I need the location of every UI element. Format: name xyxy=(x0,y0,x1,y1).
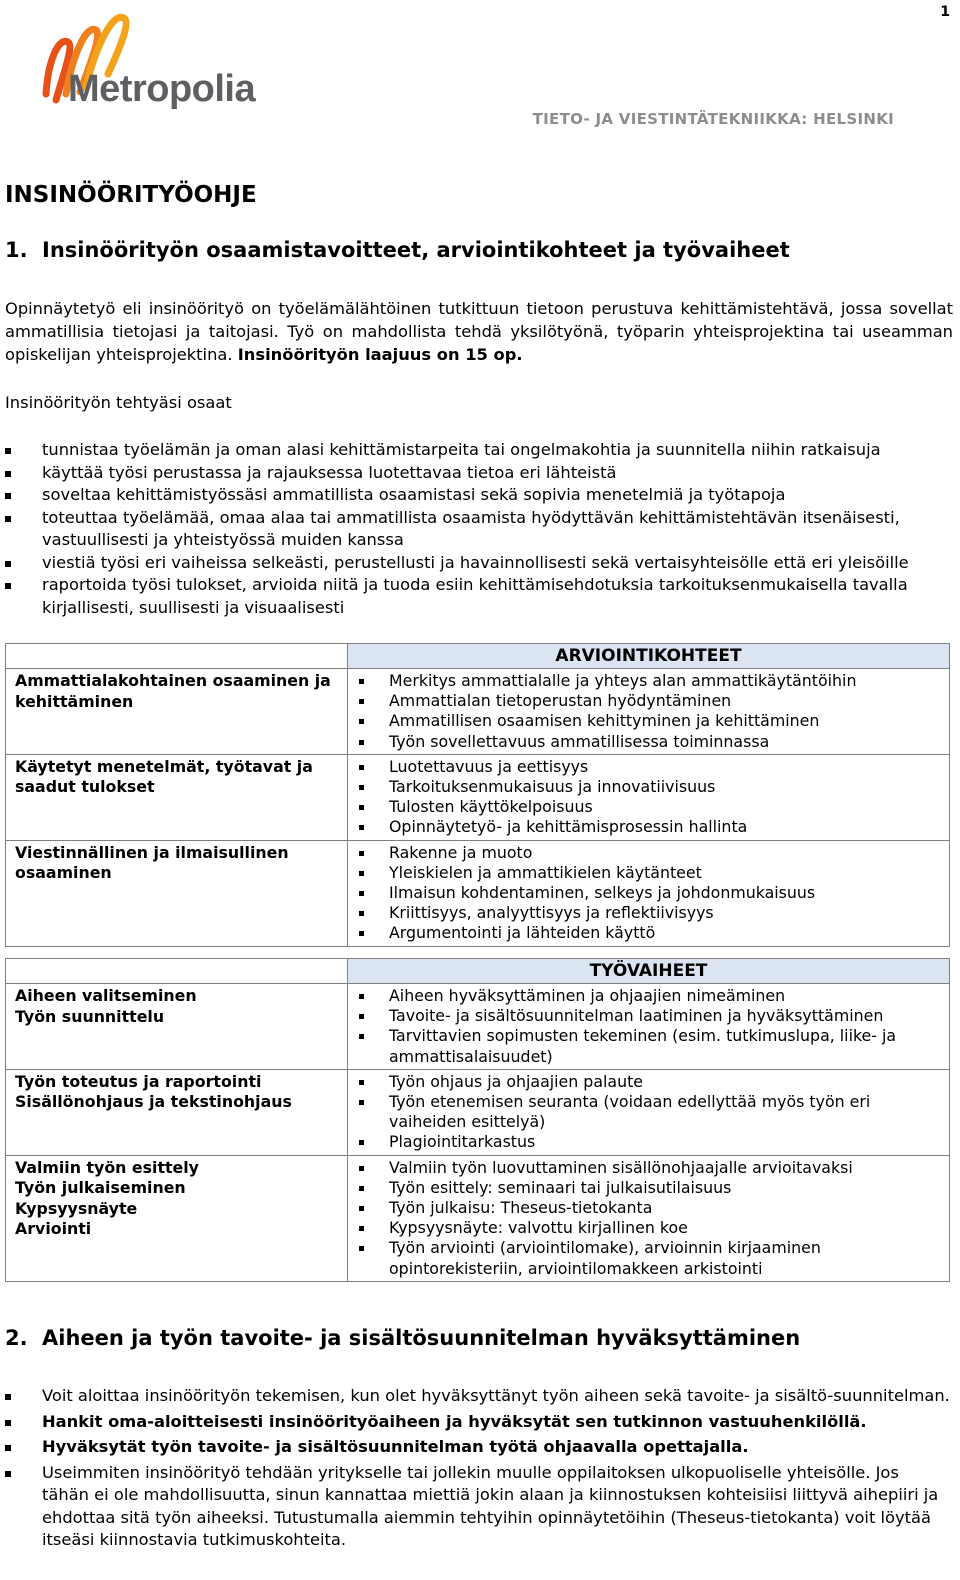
assessment-item xyxy=(348,923,949,943)
section-2-item-text: Voit aloittaa insinöörityön tekemisen, kun olet hyväksyttänyt työn aiheen sekä tavoite- ja sisältö-suunnitelman. xyxy=(42,1386,950,1405)
assessment-item-text: Ammatillisen osaamisen kehittyminen ja kehittäminen xyxy=(389,711,820,731)
work-phase-item xyxy=(348,1238,949,1278)
work-phase-items-list xyxy=(348,1072,949,1153)
assessment-table xyxy=(5,643,950,947)
section-2-item-text: Hyväksytät työn tavoite- ja sisältösuunnitelman työtä ohjaavalla opettajalla. xyxy=(42,1437,749,1456)
assessment-row xyxy=(6,754,950,840)
bullet-square-icon xyxy=(359,1246,364,1251)
assessment-item-text: Merkitys ammattialalle ja yhteys alan ammattikäytäntöihin xyxy=(389,671,857,690)
assessment-items-cell xyxy=(348,669,950,755)
intro-text: Opinnäytetyö eli insinöörityö on työelämälähtöinen tutkittuun tietoon perustuva kehittämistehtävä, jossa sovellat ammatillisia tietojasi ja taitojasi. Työ on mahdollista tehdä yksilötyönä, työparin yhteisprojektina tai useamman opiskelijan yhteisprojektina. xyxy=(5,299,953,364)
assessment-item xyxy=(348,843,949,863)
bullet-square-icon xyxy=(5,1471,11,1477)
work-phase-item xyxy=(348,1026,949,1066)
work-phase-item-text: Aiheen hyväksyttäminen ja ohjaajien nimeäminen xyxy=(389,986,786,1005)
section-2-item-text: Useimmiten insinöörityö tehdään yritykselle tai jollekin muulle oppilaitoksen ulkopuoliselle yhteisölle. Jos tähän ei ole mahdollisuutta, sinun kannattaa miettiä jokin alaan ja kiinnostuksen kohteisiisi liittyvä aihepiiri ja ehdottaa sitä työn aiheeksi. Tutustumalla aiemmin tehtyihin opinnäytetöihin (Theseus-tietokanta) voit löytää itseäsi kiinnostavia tutkimuskohteita. xyxy=(42,1462,939,1549)
bullet-square-icon xyxy=(5,1394,11,1400)
goal-item xyxy=(5,439,950,462)
assessment-items-cell xyxy=(348,754,950,840)
metropolia-logo xyxy=(38,2,256,112)
work-phases-header-blank xyxy=(6,959,348,984)
assessment-item-text: Työn sovellettavuus ammatillisessa toiminnassa xyxy=(389,731,770,751)
assessment-item xyxy=(348,797,949,817)
assessment-item xyxy=(348,883,949,903)
assessment-item xyxy=(348,757,949,777)
assessment-item xyxy=(348,777,949,797)
work-phase-row xyxy=(6,984,950,1070)
work-phase-item-text: Tavoite- ja sisältösuunnitelman laatiminen ja hyväksyttäminen xyxy=(389,1006,884,1026)
assessment-item-text: Tulosten käyttökelpoisuus xyxy=(389,797,593,817)
work-phase-item xyxy=(348,986,949,1006)
work-phase-item-text: Työn arviointi (arviointilomake), arvioinnin kirjaaminen opintorekisteriin, arviointilomakkeen arkistointi xyxy=(389,1238,821,1278)
work-phase-items-cell xyxy=(348,984,950,1070)
assessment-item xyxy=(348,691,949,711)
work-phase-item-text: Tarvittavien sopimusten tekeminen (esim. tutkimuslupa, liike- ja ammattisalaisuudet) xyxy=(389,1026,897,1066)
work-phase-category-line: Sisällönohjaus ja tekstinohjaus xyxy=(15,1092,292,1112)
assessment-category-line: Käytetyt menetelmät, työtavat ja saadut tulokset xyxy=(15,756,313,797)
work-phase-items-cell xyxy=(348,1069,950,1155)
goal-text: soveltaa kehittämistyössäsi ammatillista osaamistasi sekä sopivia menetelmiä ja työtapoja xyxy=(42,485,786,504)
logo-wordmark: Metropolia xyxy=(68,68,256,110)
bullet-square-icon xyxy=(359,871,364,876)
work-phases-table xyxy=(5,958,950,1282)
assessment-category-line: Viestinnällinen ja ilmaisullinen osaaminen xyxy=(15,842,289,883)
section-2-title: Aiheen ja työn tavoite- ja sisältösuunnitelman hyväksyttäminen xyxy=(42,1326,801,1350)
bullet-square-icon xyxy=(359,1186,364,1191)
bullet-square-icon xyxy=(359,785,364,790)
bullet-square-icon xyxy=(5,493,11,499)
assessment-items-list xyxy=(348,671,949,752)
work-phase-items-list xyxy=(348,1158,949,1279)
bullet-square-icon xyxy=(5,448,11,454)
work-phase-category-line: Työn toteutus ja raportointi xyxy=(15,1071,262,1091)
section-2-item-text: Hankit oma-aloitteisesti insinöörityöaiheen ja hyväksytät sen tutkinnon vastuuhenkilöllä. xyxy=(42,1411,867,1431)
assessment-category xyxy=(6,754,348,840)
bullet-square-icon xyxy=(359,1034,364,1039)
goal-text: tunnistaa työelämän ja oman alasi kehittämistarpeita tai ongelmakohtia ja suunnitella niihin ratkaisuja xyxy=(42,440,881,459)
goal-text: käyttää työsi perustassa ja rajauksessa luotettavaa tietoa eri lähteistä xyxy=(42,462,617,482)
page-number: 1 xyxy=(940,4,950,20)
work-phase-item-text: Työn julkaisu: Theseus-tietokanta xyxy=(389,1198,653,1218)
bullet-square-icon xyxy=(359,679,364,684)
goal-text: viestiä työsi eri vaiheissa selkeästi, perustellusti ja havainnollisesti sekä vertaisyhteisölle että eri yleisöille xyxy=(42,552,909,572)
bullet-square-icon xyxy=(359,1226,364,1231)
work-phase-category xyxy=(6,984,348,1070)
assessment-item-text: Rakenne ja muoto xyxy=(389,842,533,862)
bullet-square-icon xyxy=(5,471,11,477)
work-phase-category-line: Työn suunnittelu xyxy=(15,1006,165,1026)
document-title: INSINÖÖRITYÖOHJE xyxy=(5,182,257,208)
section-2-item xyxy=(5,1411,950,1434)
bullet-square-icon xyxy=(359,699,364,704)
work-phase-item xyxy=(348,1178,949,1198)
bullet-square-icon xyxy=(359,825,364,830)
assessment-category xyxy=(6,669,348,755)
work-phase-item xyxy=(348,1198,949,1218)
bullet-square-icon xyxy=(359,1140,364,1145)
work-phase-item-text: Valmiin työn luovuttaminen sisällönohjaajalle arvioitavaksi xyxy=(389,1157,853,1177)
goal-item xyxy=(5,484,950,507)
work-phase-row xyxy=(6,1069,950,1155)
work-phase-row xyxy=(6,1155,950,1281)
section-1-title: Insinöörityön osaamistavoitteet, arviointikohteet ja työvaiheet xyxy=(42,238,790,262)
assessment-item-text: Luotettavuus ja eettisyys xyxy=(389,756,589,776)
work-phase-category xyxy=(6,1069,348,1155)
work-phase-item xyxy=(348,1132,949,1152)
bullet-square-icon xyxy=(359,805,364,810)
bullet-square-icon xyxy=(5,1420,11,1426)
assessment-items-list xyxy=(348,757,949,838)
bullet-square-icon xyxy=(359,911,364,916)
intro-paragraph xyxy=(5,297,953,366)
section-2-heading xyxy=(5,1326,800,1350)
section-2-item xyxy=(5,1436,950,1459)
bullet-square-icon xyxy=(359,1014,364,1019)
goal-text: raportoida työsi tulokset, arvioida niitä ja tuoda esiin kehittämisehdotuksia tarkoituksenmukaisella tavalla kirjallisesti, suullisesti ja visuaalisesti xyxy=(42,575,908,617)
section-2-number: 2. xyxy=(5,1326,28,1350)
bullet-square-icon xyxy=(5,1445,11,1451)
bullet-square-icon xyxy=(359,765,364,770)
assessment-item-text: Tarkoituksenmukaisuus ja innovatiivisuus xyxy=(389,777,716,797)
work-phase-item-text: Plagiointitarkastus xyxy=(389,1132,536,1152)
assessment-item xyxy=(348,863,949,883)
goal-text: toteuttaa työelämää, omaa alaa tai ammatillista osaamista hyödyttävän kehittämistehtävän itsenäisesti, vastuullisesti ja yhteistyössä muiden kanssa xyxy=(42,507,900,549)
goal-item xyxy=(5,552,950,575)
assessment-category xyxy=(6,840,348,946)
work-phase-item xyxy=(348,1218,949,1238)
work-phase-category xyxy=(6,1155,348,1281)
assessment-item-text: Yleiskielen ja ammattikielen käytänteet xyxy=(389,862,702,882)
intro-bold-text: Insinöörityön laajuus on 15 op. xyxy=(237,345,523,364)
goal-item xyxy=(5,507,950,552)
work-phase-item-text: Työn etenemisen seuranta (voidaan edellyttää myös työn eri vaiheiden esittelyä) xyxy=(389,1092,871,1132)
work-phase-item xyxy=(348,1006,949,1026)
bullet-square-icon xyxy=(359,1206,364,1211)
goal-item xyxy=(5,462,950,485)
bullet-square-icon xyxy=(359,740,364,745)
bullet-square-icon xyxy=(359,1100,364,1105)
assessment-row xyxy=(6,840,950,946)
work-phases-header: TYÖVAIHEET xyxy=(348,959,950,984)
assessment-header: ARVIOINTIKOHTEET xyxy=(348,644,950,669)
work-phase-category-line: Aiheen valitseminen xyxy=(15,986,197,1005)
work-phase-category-line: Arviointi xyxy=(15,1219,92,1239)
bullet-square-icon xyxy=(359,931,364,936)
assessment-item-text: Argumentointi ja lähteiden käyttö xyxy=(389,923,656,943)
goals-lead-text: Insinöörityön tehtyäsi osaat xyxy=(5,393,232,412)
assessment-header-blank xyxy=(6,644,348,669)
assessment-item-text: Kriittisyys, analyyttisyys ja reflektiivisyys xyxy=(389,903,714,923)
work-phase-item-text: Työn esittely: seminaari tai julkaisutilaisuus xyxy=(389,1177,732,1197)
assessment-item xyxy=(348,817,949,837)
assessment-item xyxy=(348,732,949,752)
assessment-row xyxy=(6,669,950,755)
bullet-square-icon xyxy=(5,561,11,567)
bullet-square-icon xyxy=(5,583,11,589)
work-phase-item-text: Kypsyysnäyte: valvottu kirjallinen koe xyxy=(389,1218,688,1238)
work-phase-category-line: Työn julkaiseminen xyxy=(15,1178,186,1198)
department-header: TIETO- JA VIESTINTÄTEKNIIKKA: HELSINKI xyxy=(532,110,894,128)
bullet-square-icon xyxy=(359,1166,364,1171)
work-phase-category-line: Valmiin työn esittely xyxy=(15,1157,199,1177)
assessment-item-text: Ammattialan tietoperustan hyödyntäminen xyxy=(389,691,732,711)
bullet-square-icon xyxy=(359,719,364,724)
work-phase-items-cell xyxy=(348,1155,950,1281)
goal-item xyxy=(5,574,950,619)
assessment-item xyxy=(348,711,949,731)
work-phase-item xyxy=(348,1158,949,1178)
assessment-item xyxy=(348,903,949,923)
section-2-list xyxy=(5,1385,950,1555)
bullet-square-icon xyxy=(5,516,11,522)
bullet-square-icon xyxy=(359,1080,364,1085)
work-phase-items-list xyxy=(348,986,949,1067)
work-phase-category-line: Kypsyysnäyte xyxy=(15,1198,138,1218)
goals-list xyxy=(5,439,950,619)
bullet-square-icon xyxy=(359,851,364,856)
section-2-item xyxy=(5,1462,950,1552)
section-1-heading xyxy=(5,238,790,262)
assessment-item-text: Opinnäytetyö- ja kehittämisprosessin hallinta xyxy=(389,817,748,837)
assessment-item-text: Ilmaisun kohdentaminen, selkeys ja johdonmukaisuus xyxy=(389,883,816,903)
assessment-items-cell xyxy=(348,840,950,946)
bullet-square-icon xyxy=(359,994,364,999)
work-phase-item xyxy=(348,1072,949,1092)
assessment-category-line: Ammattialakohtainen osaaminen ja kehittäminen xyxy=(15,671,331,711)
section-2-item xyxy=(5,1385,950,1408)
work-phase-item xyxy=(348,1092,949,1132)
section-1-number: 1. xyxy=(5,238,28,262)
assessment-items-list xyxy=(348,843,949,944)
work-phase-item-text: Työn ohjaus ja ohjaajien palaute xyxy=(389,1071,643,1091)
bullet-square-icon xyxy=(359,891,364,896)
assessment-item xyxy=(348,671,949,691)
